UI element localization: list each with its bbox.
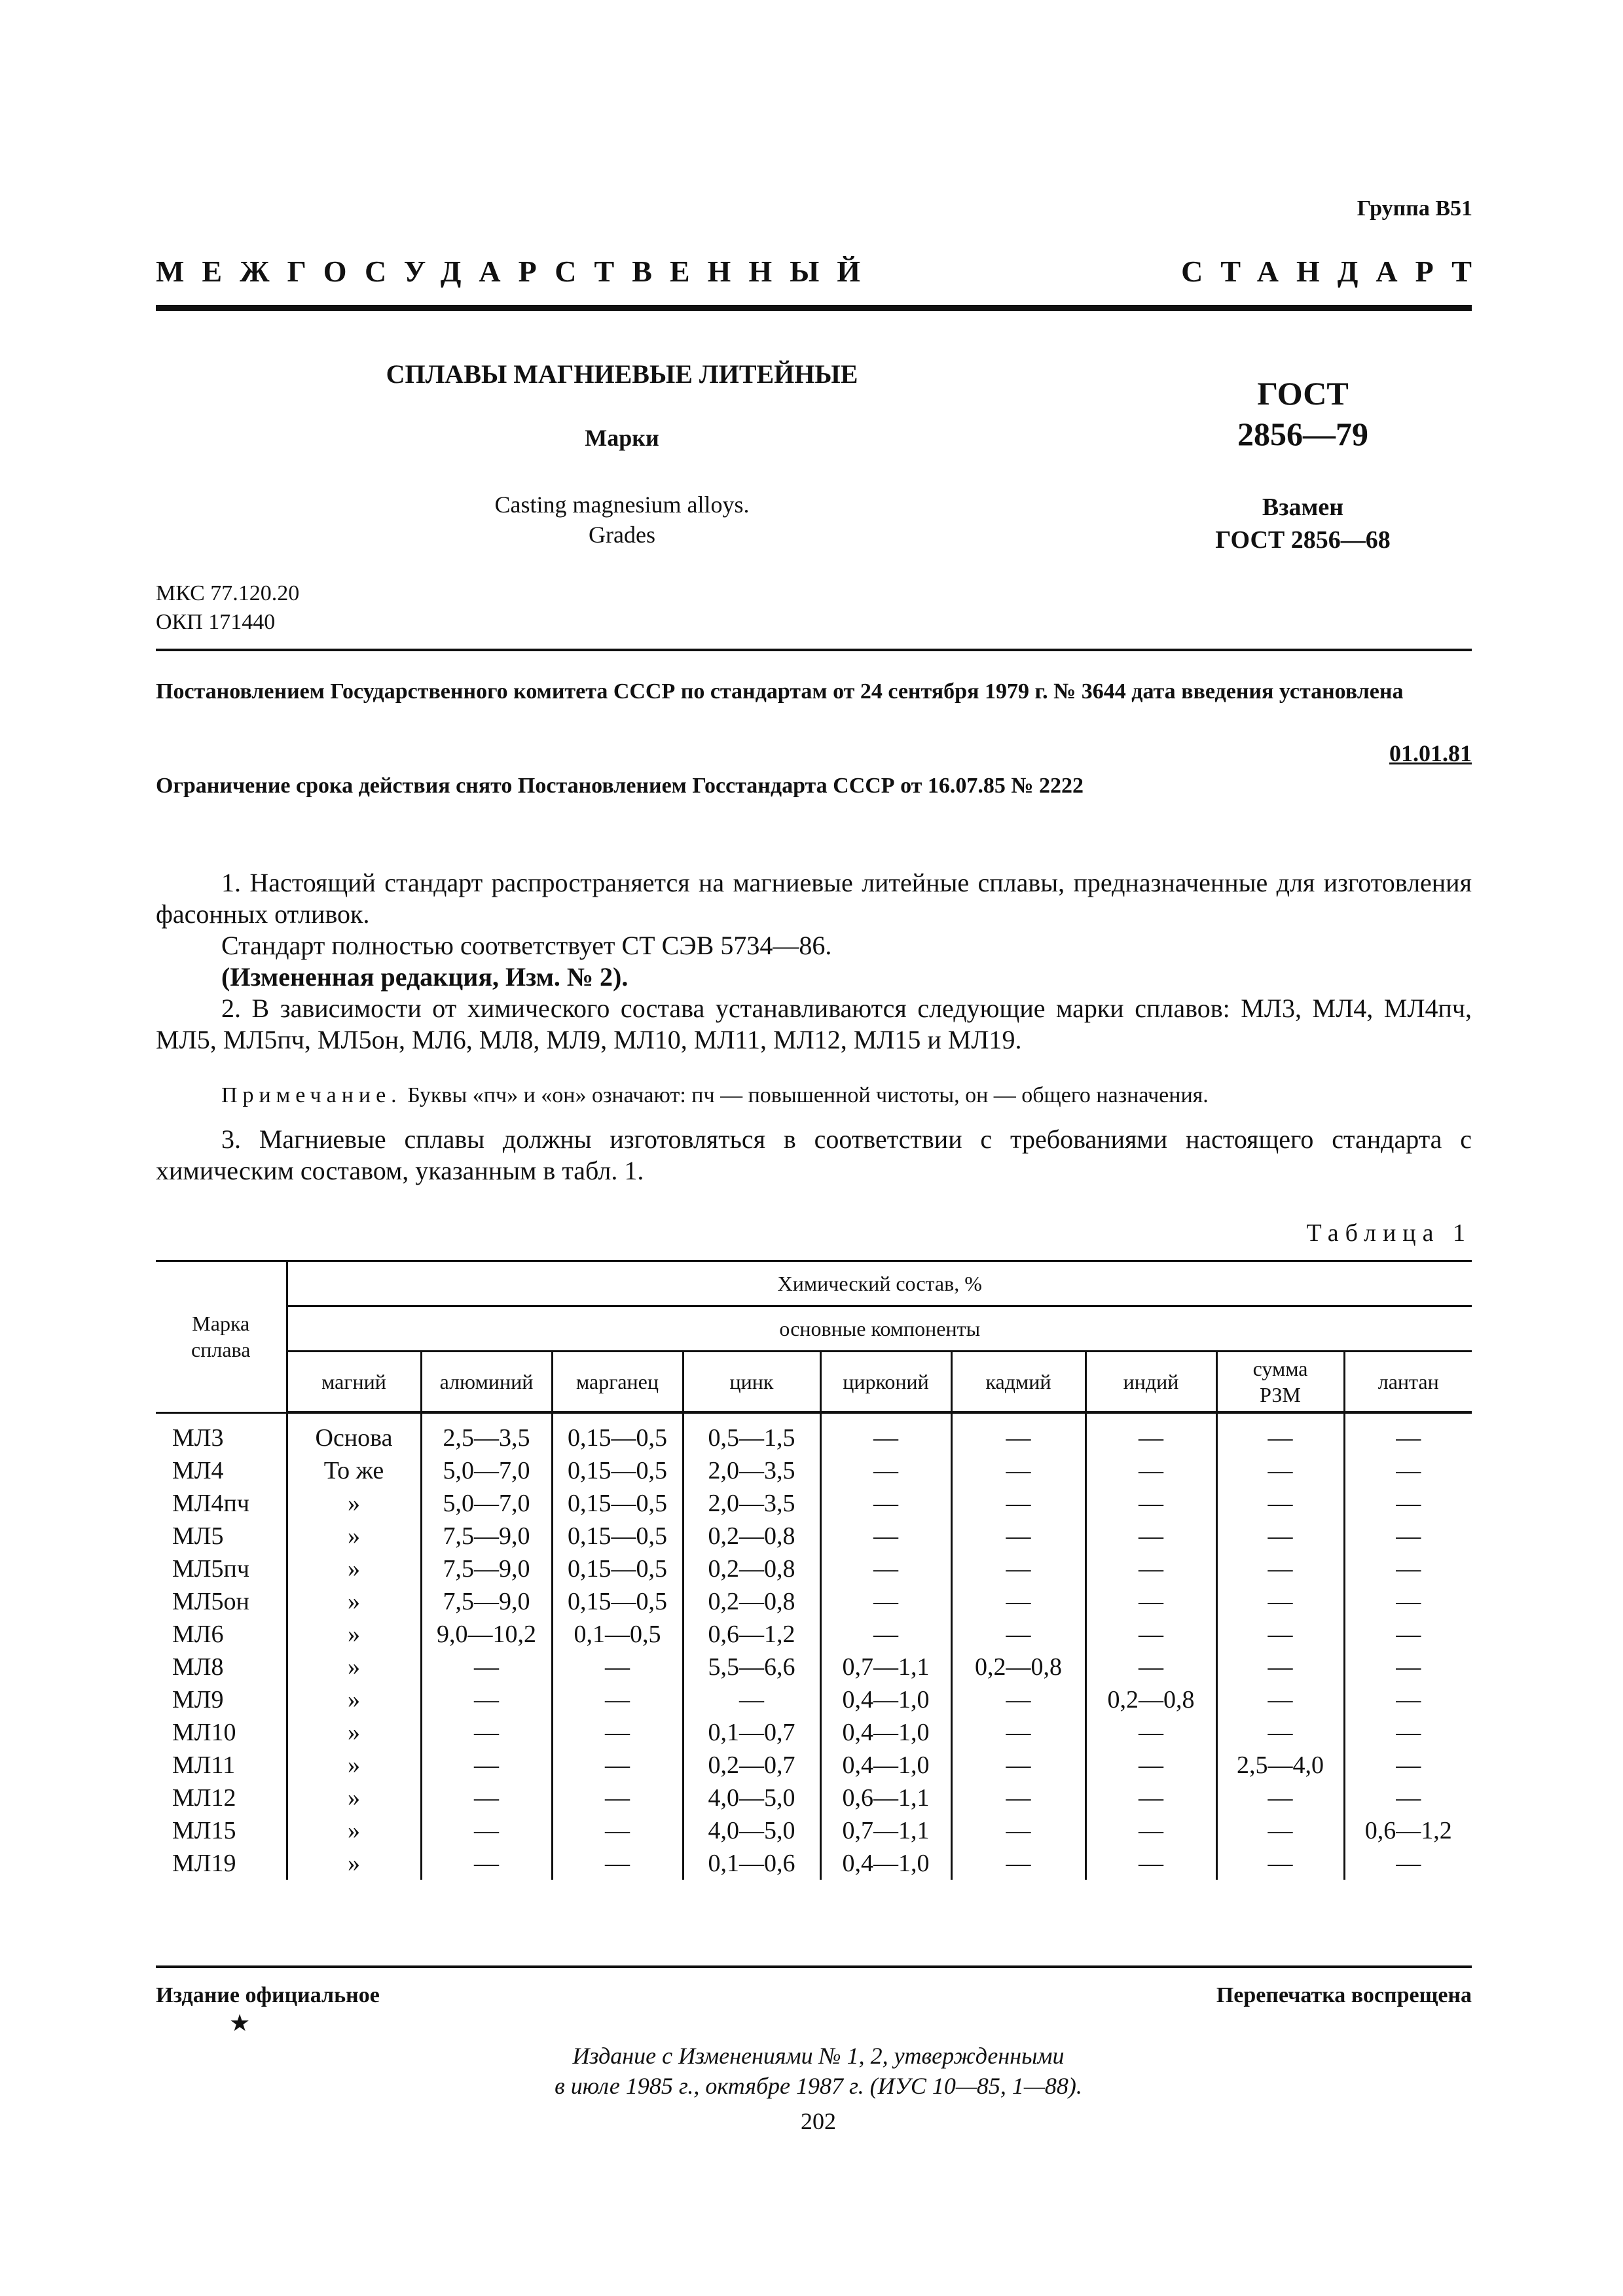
alloy-grade-cell: МЛ4пч [156,1487,287,1520]
composition-cell: — [951,1782,1085,1814]
table-row [156,1618,1472,1651]
composition-cell: 5,5—6,6 [683,1651,820,1683]
composition-cell: » [287,1487,421,1520]
composition-cell: 0,2—0,8 [683,1552,820,1585]
composition-cell: — [1216,1487,1344,1520]
composition-cell: » [287,1651,421,1683]
gost-replaces-line1: Взамен [1262,493,1344,521]
limitation-note: Ограничение срока действия снято Постановлением Госстандарта СССР от 16.07.85 № 2222 [156,774,1084,798]
composition-cell: — [1396,1457,1421,1484]
alloy-grade-cell: МЛ10 [156,1716,287,1749]
edition-note [458,2041,1178,2101]
composition-cell: — [1396,1555,1421,1583]
table-row [156,1782,1472,1814]
table-subgroup-header: основные компоненты [287,1306,1472,1352]
composition-cell: — [1216,1585,1344,1618]
composition-cell: — [1396,1686,1421,1713]
table-caption: Таблица 1 [1306,1219,1472,1247]
column-header: кадмий [951,1352,1085,1413]
composition-cell: 9,0—10,2 [421,1618,552,1651]
composition-cell: 0,4—1,0 [820,1716,951,1749]
standard-banner [156,254,1489,289]
alloy-grade-cell: МЛ8 [156,1651,287,1683]
composition-cell: — [1396,1719,1421,1746]
gost-number-line1: ГОСТ [1257,375,1349,412]
gost-number [1165,373,1440,454]
paragraph-1-compliance: Стандарт полностью соответствует СТ СЭВ 5734—86. [221,931,832,960]
composition-cell: — [1085,1412,1216,1454]
page-number: 202 [801,2108,836,2134]
composition-cell: — [951,1585,1085,1618]
column-header: индий [1085,1352,1216,1413]
composition-cell: 0,2—0,8 [683,1585,820,1618]
composition-cell: — [951,1520,1085,1552]
composition-cell: — [820,1487,951,1520]
composition-cell: 0,1—0,7 [683,1716,820,1749]
composition-cell: 0,15—0,5 [552,1454,683,1487]
alloy-grade-cell: МЛ5 [156,1520,287,1552]
paragraph-1-amendment: (Измененная редакция, Изм. № 2). [221,962,629,992]
composition-cell: — [1085,1782,1216,1814]
composition-cell: — [1396,1621,1421,1648]
composition-cell: 0,5—1,5 [683,1412,820,1454]
composition-cell: — [1396,1751,1421,1779]
composition-cell: » [287,1520,421,1552]
composition-cell: — [1085,1716,1216,1749]
composition-cell: То же [287,1454,421,1487]
composition-cell: — [421,1847,552,1880]
composition-cell: — [951,1412,1085,1454]
column-header: лантан [1344,1352,1472,1413]
composition-cell: — [421,1716,552,1749]
composition-cell: — [820,1454,951,1487]
composition-cell: 7,5—9,0 [421,1520,552,1552]
composition-cell: » [287,1585,421,1618]
note [156,1080,1472,1111]
composition-cell: — [1396,1850,1421,1877]
composition-cell: — [1396,1522,1421,1550]
codes-rule [156,649,1472,651]
composition-cell: 0,4—1,0 [820,1683,951,1716]
composition-cell: 0,7—1,1 [820,1651,951,1683]
composition-cell: — [820,1520,951,1552]
english-title-line1: Casting magnesium alloys. [494,492,750,518]
composition-cell: — [820,1412,951,1454]
alloy-grade-cell: МЛ5он [156,1585,287,1618]
edition-note-line2: в июле 1985 г., октябре 1987 г. (ИУС 10—85, 1—88). [555,2073,1082,2099]
composition-cell: 7,5—9,0 [421,1552,552,1585]
document-title: СПЛАВЫ МАГНИЕВЫЕ ЛИТЕЙНЫЕ [386,359,858,389]
composition-cell: — [1216,1847,1344,1880]
gost-number-line2: 2856—79 [1237,416,1368,452]
composition-cell: 0,15—0,5 [552,1412,683,1454]
composition-cell: » [287,1618,421,1651]
composition-cell: — [1085,1585,1216,1618]
composition-cell: 0,6—1,2 [1364,1817,1452,1844]
composition-cell: » [287,1749,421,1782]
composition-cell: — [421,1651,552,1683]
composition-table [156,1260,1472,1880]
composition-cell: — [421,1683,552,1716]
composition-cell: — [951,1487,1085,1520]
composition-cell: 2,0—3,5 [683,1454,820,1487]
table-row [156,1651,1472,1683]
composition-cell: 0,4—1,0 [820,1847,951,1880]
alloy-grade-cell: МЛ3 [156,1412,287,1454]
composition-cell: — [1085,1552,1216,1585]
reprint-prohibited: Перепечатка воспрещена [1216,1983,1472,2007]
column-header: магний [287,1352,421,1413]
composition-cell: — [1216,1683,1344,1716]
footer-rule [156,1965,1472,1968]
composition-cell: — [1216,1618,1344,1651]
composition-cell: — [951,1454,1085,1487]
column-header: сумма РЗМ [1216,1352,1344,1413]
banner-word-interstate: МЕЖГОСУДАРСТВЕННЫЙ [156,255,879,288]
composition-cell: — [820,1618,951,1651]
composition-cell: — [1085,1847,1216,1880]
group-label: Группа В51 [1357,196,1472,221]
composition-cell: — [1216,1716,1344,1749]
composition-cell: — [1085,1814,1216,1847]
composition-cell: — [1216,1454,1344,1487]
composition-cell: — [951,1814,1085,1847]
composition-cell: — [1216,1552,1344,1585]
table-row [156,1487,1472,1520]
paragraph-1: 1. Настоящий стандарт распространяется на магниевые литейные сплавы, предназначенные для изготовления фасонных отливок. [156,868,1472,929]
composition-cell: 0,2—0,8 [951,1651,1085,1683]
composition-cell: — [1216,1520,1344,1552]
composition-cell: — [552,1716,683,1749]
table-row [156,1520,1472,1552]
alloy-grade-cell: МЛ19 [156,1847,287,1880]
table-row [156,1749,1472,1782]
composition-cell: Основа [287,1412,421,1454]
composition-cell: » [287,1814,421,1847]
composition-cell: — [951,1618,1085,1651]
composition-cell: 5,0—7,0 [421,1487,552,1520]
composition-cell: — [1216,1412,1344,1454]
composition-cell: — [951,1716,1085,1749]
paragraph-3: 3. Магниевые сплавы должны изготовляться в соответствии с требованиями настоящего стандарта с химическим составом, указанным в табл. 1. [156,1124,1472,1185]
composition-cell: — [552,1847,683,1880]
composition-cell: — [1085,1618,1216,1651]
table-row [156,1683,1472,1716]
composition-cell: — [951,1847,1085,1880]
composition-cell: — [1396,1784,1421,1812]
composition-cell: — [820,1552,951,1585]
alloy-grade-cell: МЛ12 [156,1782,287,1814]
composition-cell: — [951,1683,1085,1716]
composition-cell: 0,2—0,7 [683,1749,820,1782]
composition-cell: 7,5—9,0 [421,1585,552,1618]
composition-cell: 0,7—1,1 [820,1814,951,1847]
english-title [295,490,949,550]
gost-replaces [1165,491,1440,556]
table-row [156,1716,1472,1749]
gost-replaces-line2: ГОСТ 2856—68 [1215,526,1391,554]
edition-note-line1: Издание с Изменениями № 1, 2, утвержденными [572,2043,1065,2069]
composition-cell: » [287,1716,421,1749]
official-edition: Издание официальное [156,1983,380,2007]
composition-cell: — [421,1814,552,1847]
composition-cell: 0,15—0,5 [552,1520,683,1552]
composition-cell: » [287,1782,421,1814]
paragraph-2: 2. В зависимости от химического состава устанавливаются следующие марки сплавов: МЛ3, МЛ4, МЛ4пч, МЛ5, МЛ5пч, МЛ5он, МЛ6, МЛ8, МЛ9, МЛ10, МЛ11, МЛ12, МЛ15 и МЛ19. [156,994,1472,1054]
decree-text: Постановлением Государственного комитета СССР по стандартам от 24 сентября 1979 г. № 3644 дата введения установлена [156,679,1404,704]
alloy-grade-cell: МЛ15 [156,1814,287,1847]
composition-cell: — [1216,1814,1344,1847]
composition-cell: — [1396,1653,1421,1681]
composition-cell: 0,4—1,0 [820,1749,951,1782]
column-header: цирконий [820,1352,951,1413]
composition-cell: — [1396,1424,1421,1452]
alloy-grade-cell: МЛ5пч [156,1552,287,1585]
composition-cell: — [421,1749,552,1782]
composition-cell: — [552,1683,683,1716]
composition-cell: 0,15—0,5 [552,1487,683,1520]
composition-cell: — [683,1683,820,1716]
composition-cell: — [552,1814,683,1847]
composition-cell: 5,0—7,0 [421,1454,552,1487]
table-row [156,1552,1472,1585]
table-row [156,1847,1472,1880]
composition-cell: » [287,1683,421,1716]
composition-cell: 0,6—1,2 [683,1618,820,1651]
composition-cell: — [1085,1651,1216,1683]
composition-cell: » [287,1552,421,1585]
composition-cell: 0,2—0,8 [1085,1683,1216,1716]
composition-cell: — [1085,1487,1216,1520]
composition-cell: 2,5—4,0 [1216,1749,1344,1782]
classification-codes [156,579,299,637]
alloy-grade-cell: МЛ6 [156,1618,287,1651]
column-header: марганец [552,1352,683,1413]
composition-cell: — [1216,1651,1344,1683]
alloy-grade-cell: МЛ9 [156,1683,287,1716]
composition-cell: — [421,1782,552,1814]
composition-cell: 0,1—0,6 [683,1847,820,1880]
composition-cell: — [1085,1520,1216,1552]
composition-cell: — [820,1585,951,1618]
composition-cell: » [287,1847,421,1880]
alloy-grade-cell: МЛ4 [156,1454,287,1487]
english-title-line2: Grades [589,522,655,548]
alloy-grade-cell: МЛ11 [156,1749,287,1782]
star-icon: ★ [229,2010,251,2036]
note-text: Буквы «пч» и «он» означают: пч — повышенной чистоты, он — общего назначения. [407,1083,1209,1107]
composition-cell: 0,1—0,5 [552,1618,683,1651]
table-row [156,1454,1472,1487]
note-label: Примечание. [221,1083,402,1107]
composition-cell: 0,2—0,8 [683,1520,820,1552]
table-row [156,1412,1472,1454]
composition-cell: 4,0—5,0 [683,1782,820,1814]
composition-cell: — [1085,1454,1216,1487]
column-header: цинк [683,1352,820,1413]
table-group-header: Химический состав, % [287,1261,1472,1306]
composition-cell: — [951,1552,1085,1585]
column-header-mark: Марка сплава [156,1261,287,1413]
banner-word-standard: СТАНДАРТ [1181,255,1489,288]
header-rule [156,305,1472,311]
introduction-date: 01.01.81 [1389,740,1472,766]
composition-cell: — [552,1782,683,1814]
composition-cell: — [951,1749,1085,1782]
table-row [156,1585,1472,1618]
composition-cell: — [552,1749,683,1782]
composition-cell: 2,0—3,5 [683,1487,820,1520]
composition-cell: — [1216,1782,1344,1814]
okp-code: ОКП 171440 [156,610,276,634]
column-header: алюминий [421,1352,552,1413]
composition-cell: 2,5—3,5 [421,1412,552,1454]
composition-cell: — [1396,1588,1421,1615]
document-subtitle: Марки [585,425,659,451]
composition-cell: 0,6—1,1 [820,1782,951,1814]
composition-cell: — [1396,1490,1421,1517]
composition-cell: — [1085,1749,1216,1782]
composition-cell: — [552,1651,683,1683]
composition-cell: 0,15—0,5 [552,1552,683,1585]
mks-code: МКС 77.120.20 [156,581,300,605]
table-row [156,1814,1472,1847]
composition-cell: 4,0—5,0 [683,1814,820,1847]
composition-cell: 0,15—0,5 [552,1585,683,1618]
